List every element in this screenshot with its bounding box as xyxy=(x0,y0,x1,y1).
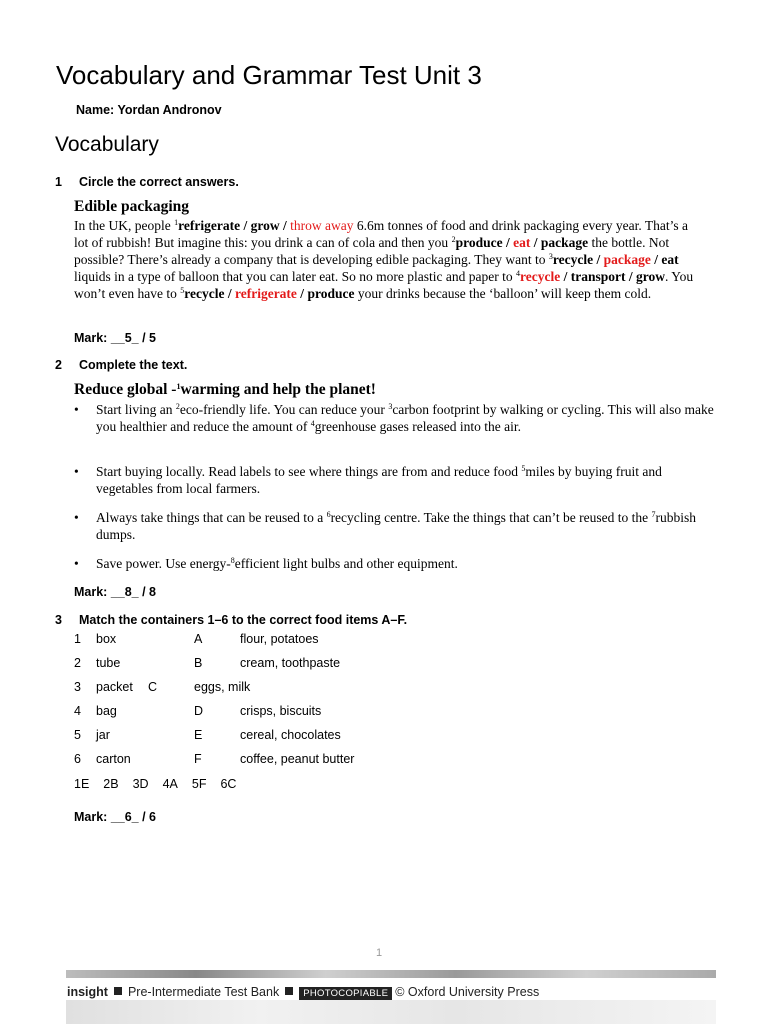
gap-number: 5 xyxy=(180,286,185,295)
q2-subheading-start: Reduce global - xyxy=(74,381,177,398)
q2-mark: Mark: __8_ / 8 xyxy=(74,585,156,599)
text-run: the bottle. Not possible? There’s already a company that is developing edible packaging. They want to xyxy=(74,235,670,267)
bullet-item xyxy=(74,463,716,497)
circled-answer: throw away xyxy=(290,218,354,233)
answer-option: transport xyxy=(570,269,626,284)
gap-number: 2 xyxy=(451,235,456,244)
food-item: flour, potatoes xyxy=(240,632,319,646)
text-run: Save power. Use energy- xyxy=(96,556,231,571)
square-icon xyxy=(285,987,293,995)
bullet-icon: • xyxy=(74,402,79,417)
item-letter: E xyxy=(194,728,203,742)
item-letter: F xyxy=(194,752,202,766)
footer xyxy=(67,985,539,1000)
answer-option: / xyxy=(296,286,308,301)
text-run: Always take things that can be reused to a xyxy=(96,510,327,525)
text-run: Start living an xyxy=(96,402,176,417)
answer-option: / xyxy=(593,252,604,267)
text-run: 6.6m tonnes of food and drink packaging every year. That’s a lot of rubbish! But imagine this: you drink a can of cola and then you xyxy=(74,218,688,250)
item-letter: D xyxy=(194,704,204,718)
container-name: box xyxy=(96,632,117,646)
q2-bullet-list xyxy=(74,401,716,581)
answer-option: refrigerate xyxy=(178,218,241,233)
bullet-icon: • xyxy=(74,556,79,571)
row-number: 4 xyxy=(74,704,81,718)
answer-option: / xyxy=(560,269,571,284)
question-number: 1 xyxy=(55,175,62,189)
q1-mark: Mark: __5_ / 5 xyxy=(74,331,156,345)
answer-option: package xyxy=(540,235,589,250)
item-letter: C xyxy=(148,680,158,694)
q1-paragraph xyxy=(74,217,704,302)
answer-option: / xyxy=(530,235,541,250)
row-number: 1 xyxy=(74,632,81,646)
text-run: In the UK, people xyxy=(74,218,175,233)
question-instruction: Match the containers 1–6 to the correct food items A–F. xyxy=(79,613,408,627)
text-run: eco-friendly life. You can reduce your xyxy=(179,402,389,417)
text-run: Start buying locally. Read labels to see where things are from and reduce food xyxy=(96,464,522,479)
food-item: crisps, biscuits xyxy=(240,704,322,718)
question-3-heading xyxy=(55,613,655,629)
container-name: carton xyxy=(96,752,131,766)
section-heading: Vocabulary xyxy=(55,133,159,156)
answer-pair: 3D xyxy=(132,777,149,791)
answer-option: produce xyxy=(307,286,355,301)
text-run: miles by buying fruit and vegetables from local farmers. xyxy=(96,464,662,496)
q3-mark: Mark: __6_ / 6 xyxy=(74,810,156,824)
question-instruction: Circle the correct answers. xyxy=(79,175,239,189)
food-item: cereal, chocolates xyxy=(240,728,341,742)
student-name: Name: Yordan Andronov xyxy=(76,103,222,117)
question-1-heading xyxy=(55,175,655,191)
circled-answer: package xyxy=(603,252,651,267)
answer-option: / xyxy=(650,252,662,267)
footer-brand: insight xyxy=(67,985,108,999)
answer-option: / xyxy=(502,235,514,250)
answer-pair: 1E xyxy=(74,777,90,791)
text-run: greenhouse gases released into the air. xyxy=(314,419,521,434)
question-number: 3 xyxy=(55,613,62,627)
answer-pair: 5F xyxy=(191,777,207,791)
square-icon xyxy=(114,987,122,995)
food-item: eggs, milk xyxy=(194,680,251,694)
answer-option: grow xyxy=(636,269,666,284)
answer-option: / xyxy=(279,218,291,233)
answer-option: eat xyxy=(661,252,679,267)
bullet-icon: • xyxy=(74,464,79,479)
gap-number: 6 xyxy=(326,510,331,519)
circled-answer: recycle xyxy=(520,269,561,284)
footer-photo-bottom xyxy=(66,1000,716,1024)
gap-number: 8 xyxy=(230,556,235,565)
gap-number: 7 xyxy=(651,510,656,519)
question-instruction: Complete the text. xyxy=(79,358,188,372)
circled-answer: eat xyxy=(513,235,531,250)
answer-pair: 6C xyxy=(220,777,237,791)
item-letter: B xyxy=(194,656,203,670)
container-name: packet xyxy=(96,680,133,694)
answer-option: recycle xyxy=(552,252,594,267)
row-number: 5 xyxy=(74,728,81,742)
row-number: 3 xyxy=(74,680,81,694)
answer-option: / xyxy=(240,218,251,233)
text-run: rubbish dumps. xyxy=(96,510,696,542)
gap-number: 4 xyxy=(516,269,521,278)
food-item: coffee, peanut butter xyxy=(240,752,355,766)
container-name: tube xyxy=(96,656,121,670)
gap-number: 4 xyxy=(310,419,315,428)
answer-option: / xyxy=(625,269,637,284)
item-letter: A xyxy=(194,632,203,646)
text-run: carbon footprint by walking or cycling. This will also make you healthier and reduce the amount of xyxy=(96,402,714,434)
page-title: Vocabulary and Grammar Test Unit 3 xyxy=(56,60,482,90)
circled-answer: refrigerate xyxy=(234,286,297,301)
gap-number: 1 xyxy=(174,218,179,227)
text-run: . You won’t even have to xyxy=(74,269,694,301)
footer-copyright: © Oxford University Press xyxy=(395,985,540,999)
q1-subheading: Edible packaging xyxy=(74,198,189,215)
bullet-icon: • xyxy=(74,510,79,525)
row-number: 2 xyxy=(74,656,81,670)
container-name: bag xyxy=(96,704,117,718)
bullet-item xyxy=(74,555,716,572)
answer-option: grow xyxy=(250,218,280,233)
question-2-heading xyxy=(55,358,655,374)
container-name: jar xyxy=(96,728,110,742)
text-run: recycling centre. Take the things that can’t be reused to the xyxy=(330,510,652,525)
page-number: 1 xyxy=(376,947,383,959)
answer-pair: 2B xyxy=(103,777,119,791)
text-run: efficient light bulbs and other equipment. xyxy=(234,556,458,571)
gap-number: 3 xyxy=(548,252,553,261)
photocopiable-badge: PHOTOCOPIABLE xyxy=(299,987,392,1000)
answer-option: produce xyxy=(455,235,503,250)
text-run: your drinks because the ‘balloon’ will keep them cold. xyxy=(354,286,652,301)
gap-number: 2 xyxy=(175,402,180,411)
food-item: cream, toothpaste xyxy=(240,656,341,670)
footer-bank: Pre-Intermediate Test Bank xyxy=(127,985,280,999)
gap-number: 1 xyxy=(176,382,181,391)
q3-answers xyxy=(74,777,250,791)
gap-number: 5 xyxy=(521,464,526,473)
question-number: 2 xyxy=(55,358,62,372)
bullet-item xyxy=(74,401,716,435)
q2-subheading xyxy=(74,381,376,399)
answer-option: / xyxy=(224,286,235,301)
bullet-item xyxy=(74,509,716,543)
text-run: liquids in a type of balloon that you can later eat. So no more plastic and paper to xyxy=(74,269,517,284)
footer-photo-strip xyxy=(66,970,716,978)
gap-number: 3 xyxy=(388,402,393,411)
q2-subheading-end: warming and help the planet! xyxy=(180,381,376,398)
q3-match-table xyxy=(74,632,474,792)
answer-option: recycle xyxy=(184,286,225,301)
row-number: 6 xyxy=(74,752,81,766)
answer-pair: 4A xyxy=(162,777,178,791)
